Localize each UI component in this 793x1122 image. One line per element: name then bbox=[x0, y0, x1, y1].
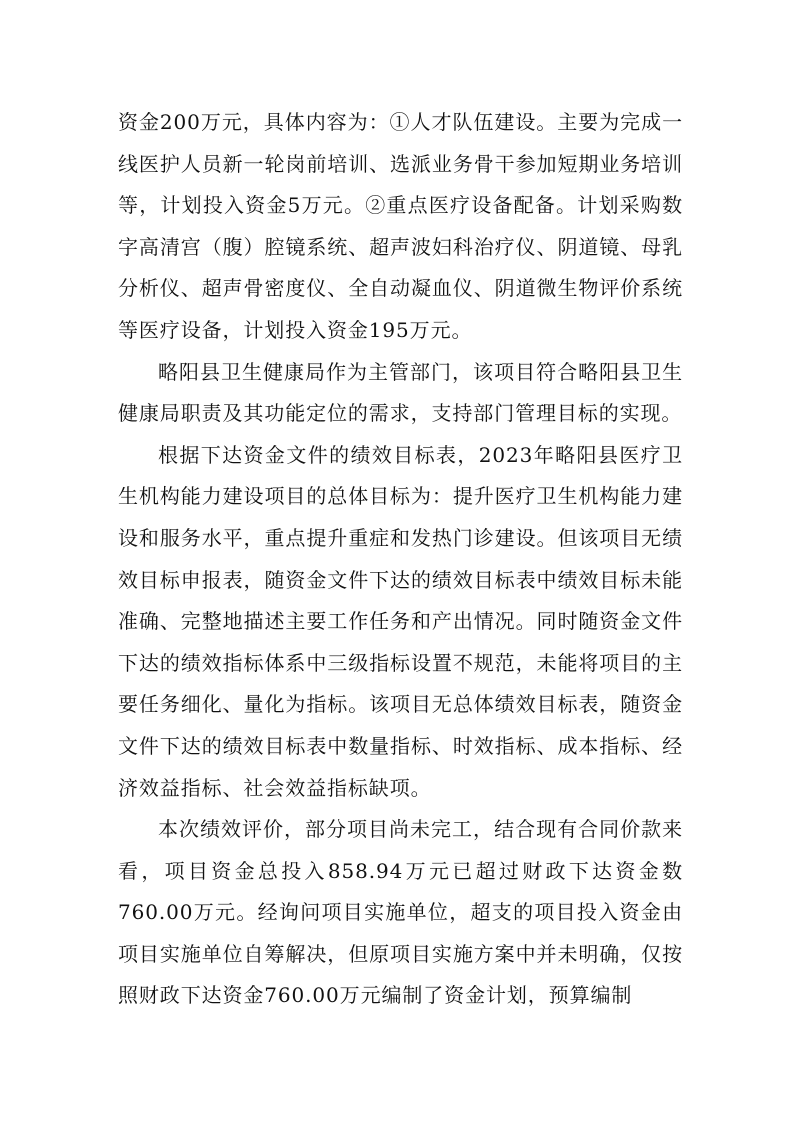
paragraph-2: 略阳县卫生健康局作为主管部门，该项目符合略阳县卫生健康局职责及其功能定位的需求，支持部门管理目标的实现。 bbox=[118, 359, 683, 426]
paragraph-3: 根据下达资金文件的绩效目标表，2023年略阳县医疗卫生机构能力建设项目的总体目标为：提升医疗卫生机构能力建设和服务水平，重点提升重症和发热门诊建设。但该项目无绩效目标申报表，随资金文件下达的绩效目标表中绩效目标未能准确、完整地描述主要工作任务和产出情况。同时随资金文件下达的绩效指标体系中三级指标设置不规范，未能将项目的主要任务细化、量化为指标。该项目无总体绩效目标表，随资金文件下达的绩效目标表中数量指标、时效指标、成本指标、经济效益指标、社会效益指标缺项。 bbox=[118, 442, 683, 800]
document-body bbox=[118, 102, 683, 1017]
paragraph-4: 本次绩效评价，部分项目尚未完工，结合现有合同价款来看，项目资金总投入858.94万元已超过财政下达资金数760.00万元。经询问项目实施单位，超支的项目投入资金由项目实施单位自筹解决，但原项目实施方案中并未明确，仅按照财政下达资金760.00万元编制了资金计划，预算编制 bbox=[118, 817, 683, 1008]
paragraph-1: 资金200万元，具体内容为：①人才队伍建设。主要为完成一线医护人员新一轮岗前培训、选派业务骨干参加短期业务培训等，计划投入资金5万元。②重点医疗设备配备。计划采购数字高清宫（腹）腔镜系统、超声波妇科治疗仪、阴道镜、母乳分析仪、超声骨密度仪、全自动凝血仪、阴道微生物评价系统等医疗设备，计划投入资金195万元。 bbox=[118, 110, 683, 342]
